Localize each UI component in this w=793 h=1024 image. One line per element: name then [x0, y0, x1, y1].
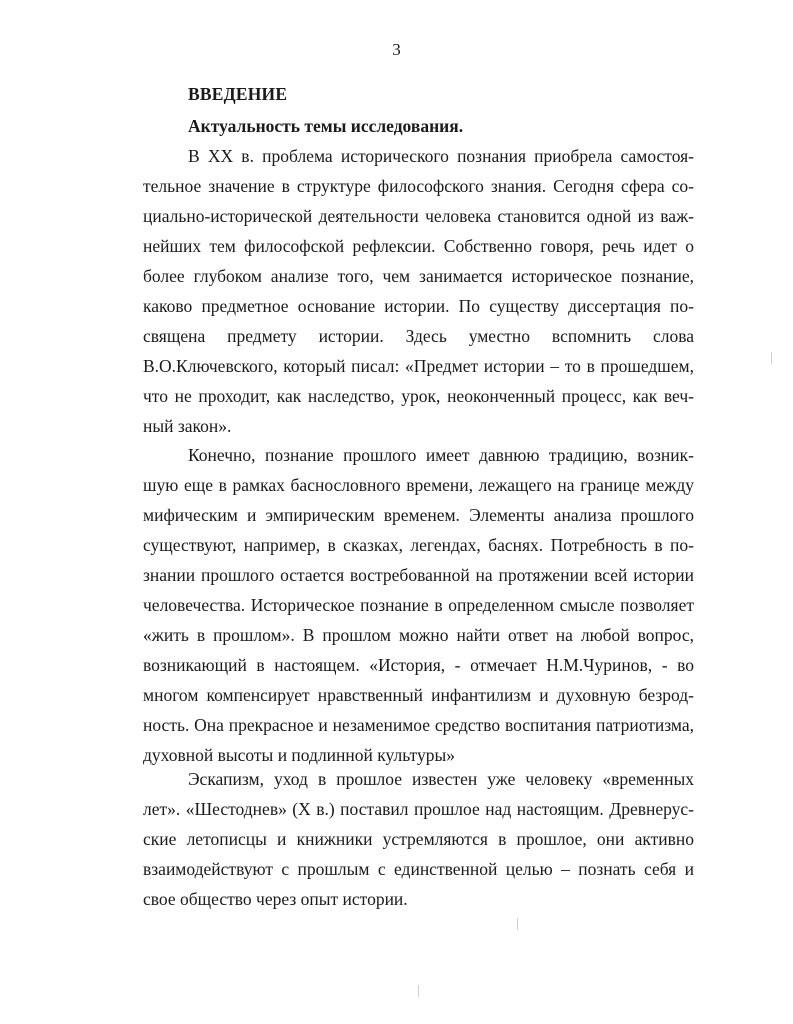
text-line: циально-исторической деятельности человека становится одной из важ- [143, 206, 694, 226]
text-line: мифическим и эмпирическим временем. Элементы анализа прошлого [143, 505, 694, 525]
page-number: 3 [392, 40, 401, 59]
text-line: «жить в прошлом». В прошлом можно найти ответ на любой вопрос, [143, 625, 694, 645]
section-heading: ВВЕДЕНИЕ [188, 84, 288, 104]
text-line: В XX в. проблема исторического познания приобрела самостоя- [188, 146, 694, 166]
scan-speck [517, 918, 518, 930]
scan-speck [418, 985, 419, 997]
text-line: возникающий в настоящем. «История, - отмечает Н.М.Чуринов, - во [143, 655, 694, 675]
text-line: каково предметное основание истории. По существу диссертация по- [143, 296, 694, 316]
paragraph-1 [143, 141, 694, 441]
text-line: человечества. Историческое познание в определенном смысле позволяет [143, 595, 694, 615]
text-line: духовной высоты и подлинной культуры» [143, 745, 455, 765]
text-line: священа предмету истории. Здесь уместно вспомнить слова [143, 326, 694, 346]
text-line: существуют, например, в сказках, легендах, баснях. Потребность в по- [143, 535, 694, 555]
text-line: шую еще в рамках баснословного времени, лежащего на границе между [143, 475, 694, 495]
text-line: Конечно, познание прошлого имеет давнюю традицию, возник- [188, 445, 694, 465]
text-line: Эскапизм, уход в прошлое известен уже человеку «временных [188, 769, 694, 789]
paragraph-3 [143, 764, 694, 914]
text-line: свое общество через опыт истории. [143, 889, 408, 909]
text-line: многом компенсирует нравственный инфантилизм и духовную безрод- [143, 685, 694, 705]
text-line: ный закон». [143, 416, 232, 436]
scan-speck [771, 352, 772, 364]
text-line: нейших тем философской рефлексии. Собственно говоря, речь идет о [143, 236, 694, 256]
paragraph-2 [143, 440, 694, 770]
text-line: ность. Она прекрасное и незаменимое средство воспитания патриотизма, [143, 715, 694, 735]
section-subheading: Актуальность темы исследования. [188, 116, 464, 136]
text-line: ские летописцы и книжники устремляются в прошлое, они активно [143, 829, 694, 849]
text-line: знании прошлого остается востребованной на протяжении всей истории [143, 565, 694, 585]
text-line: что не проходит, как наследство, урок, неоконченный процесс, как веч- [143, 386, 694, 406]
text-line: лет». «Шестоднев» (X в.) поставил прошлое над настоящим. Древнерус- [143, 799, 694, 819]
text-line: В.О.Ключевского, который писал: «Предмет истории – то в прошедшем, [143, 356, 694, 376]
text-line: более глубоком анализе того, чем занимается историческое познание, [143, 266, 694, 286]
text-line: взаимодействуют с прошлым с единственной целью – познать себя и [143, 859, 694, 879]
text-line: тельное значение в структуре философского знания. Сегодня сфера со- [143, 176, 694, 196]
